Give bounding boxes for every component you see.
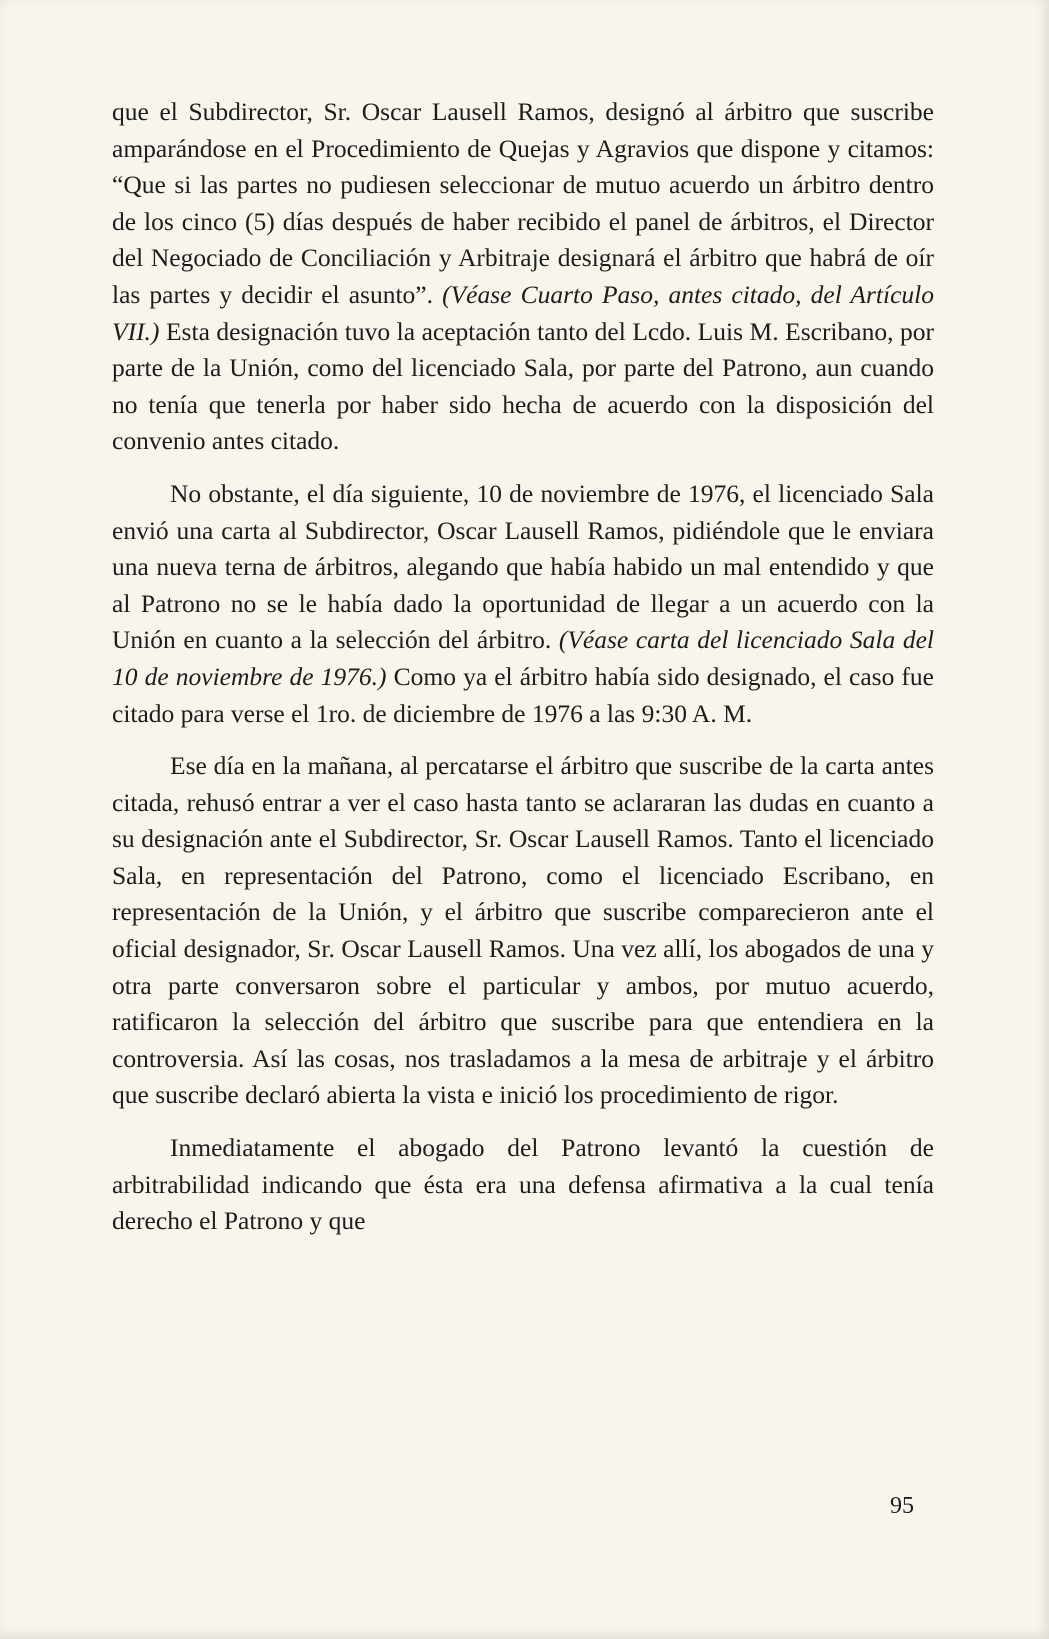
paragraph-2-citation: (Véase carta del licenciado Sala del 10 de noviembre de 1976.) [112,625,934,691]
paragraph-1-text-b: Esta designación tuvo la aceptación tanto del Lcdo. Luis M. Escribano, por parte de la Unión, como del licenciado Sala, por parte del Patrono, aun cuando no tenía que tenerla por haber sido hecha de acuerdo con la disposición del convenio antes citado. [112,316,934,456]
paragraph-1 [112,94,934,460]
paragraph-3 [112,748,934,1114]
paragraph-1-citation: (Véase Cuarto Paso, antes citado, del Artículo VII.) [112,279,934,346]
page-number: 95 [890,1493,914,1519]
body-text [112,94,934,1240]
paragraph-2 [112,476,934,732]
paragraph-4 [112,1130,934,1240]
paragraph-3-text: Ese día en la mañana, al percatarse el árbitro que suscribe de la carta antes citada, rehusó entrar a ver el caso hasta tanto se aclararan las dudas en cuanto a su designación ante el Subdirector, Sr. Oscar Lausell Ramos. Tanto el licenciado Sala, en representación del Patrono, como el licenciado Escribano, en representación de la Unión, y el árbitro que suscribe comparecieron ante el oficial designador, Sr. Oscar Lausell Ramos. Una vez allí, los abogados de una y otra parte conversaron sobre el particular y ambos, por mutuo acuerdo, ratificaron la selección del árbitro que suscribe para que entendiera en la controversia. Así las cosas, nos trasladamos a la mesa de arbitraje y el árbitro que suscribe declaró abierta la vista e inició los procedimiento de rigor. [112,751,934,1110]
paragraph-2-text-b: Como ya el árbitro había sido designado, el caso fue citado para verse el 1ro. de diciembre de 1976 a las 9:30 A. M. [112,661,934,728]
paragraph-1-text-a: que el Subdirector, Sr. Oscar Lausell Ramos, designó al árbitro que suscribe amparándose en el Procedimiento de Quejas y Agravios que dispone y citamos: “Que si las partes no pudiesen seleccionar de mutuo acuerdo un árbitro dentro de los cinco (5) días después de haber recibido el panel de árbitros, el Director del Negociado de Conciliación y Arbitraje designará el árbitro que habrá de oír las partes y decidir el asunto”. [112,97,934,309]
paragraph-2-text-a: No obstante, el día siguiente, 10 de noviembre de 1976, el licenciado Sala envió una carta al Subdirector, Oscar Lausell Ramos, pidiéndole que le enviara una nueva terna de árbitros, alegando que había habido un mal entendido y que al Patrono no se le había dado la oportunidad de llegar a un acuerdo con la Unión en cuanto a la selección del árbitro. [112,478,934,655]
paragraph-4-text: Inmediatamente el abogado del Patrono levantó la cuestión de arbitrabilidad indicando que ésta era una defensa afirmativa a la cual tenía derecho el Patrono y que [112,1133,934,1236]
